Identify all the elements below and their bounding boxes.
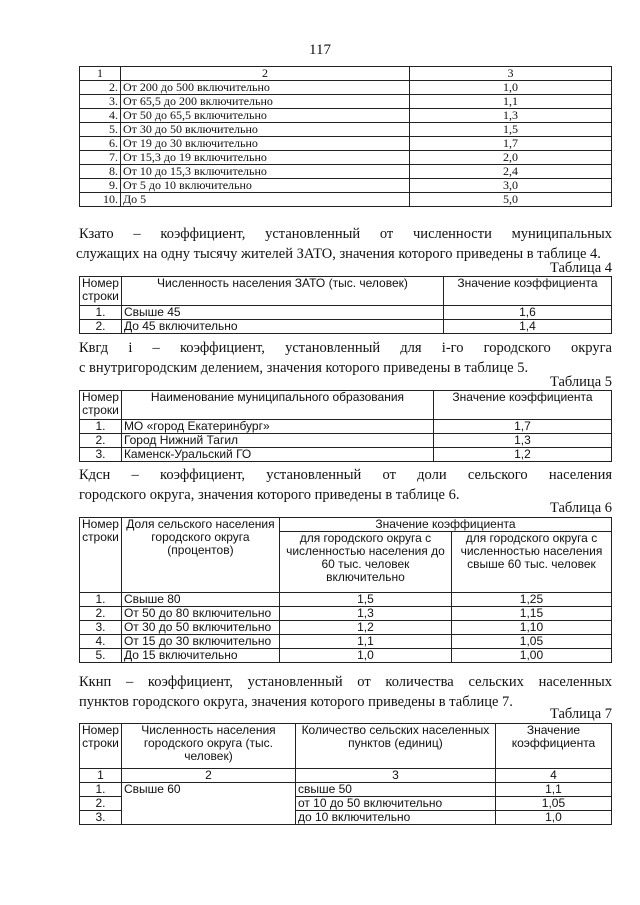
table-7 <box>79 723 612 825</box>
header-row-number: Номер строки <box>80 277 122 306</box>
table-row <box>80 621 612 635</box>
table-row <box>80 137 612 151</box>
table-header-row <box>80 277 612 306</box>
row-number: 3. <box>80 95 121 109</box>
table-row <box>80 434 612 448</box>
table-row <box>80 151 612 165</box>
table-cell: 3 <box>410 67 612 81</box>
row-number: 8. <box>80 165 121 179</box>
row-value: 1,05 <box>451 635 611 649</box>
header-coefficient: Значение коэффициента <box>279 518 611 532</box>
row-value: 1,2 <box>433 448 611 462</box>
row-number: 2. <box>80 797 122 811</box>
row-value: 1,1 <box>279 635 451 649</box>
row-number: 4. <box>80 109 121 123</box>
row-label: от 10 до 50 включительно <box>295 797 495 811</box>
row-label: Свыше 80 <box>121 593 279 607</box>
paragraph-line: Ккнп – коэффициент, установленный от количества сельских населенных <box>79 674 612 690</box>
row-number: 2. <box>80 81 121 95</box>
header-municipality: Наименование муниципального образования <box>121 391 433 420</box>
table-row <box>80 165 612 179</box>
header-coefficient: Значение коэффициента <box>433 391 611 420</box>
table-4 <box>79 276 612 334</box>
paragraph-kdsn <box>79 465 612 505</box>
table-cell: 2 <box>121 769 295 783</box>
table-4-caption: Таблица 4 <box>549 260 612 276</box>
header-row-number: Номер строки <box>80 724 122 769</box>
table-row <box>80 635 612 649</box>
row-value: 1,25 <box>451 593 611 607</box>
header-rural-share: Доля сельского населения городского округа (процентов) <box>121 518 279 593</box>
table-6-caption: Таблица 6 <box>549 500 612 516</box>
row-value: 1,15 <box>451 607 611 621</box>
row-number: 2. <box>80 320 122 334</box>
table-row <box>80 593 612 607</box>
row-number: 4. <box>80 635 122 649</box>
table-row <box>80 783 612 797</box>
table-row <box>80 81 612 95</box>
row-number: 6. <box>80 137 121 151</box>
row-value: 1,3 <box>433 434 611 448</box>
row-number: 5. <box>80 123 121 137</box>
row-label: Свыше 45 <box>121 306 443 320</box>
row-value: 1,0 <box>410 81 612 95</box>
row-value: 2,0 <box>410 151 612 165</box>
header-population: Численность населения городского округа (тыс. человек) <box>121 724 295 769</box>
table-5 <box>79 390 612 462</box>
paragraph-line: Квгд i – коэффициент, установленный для i-го городского округа <box>79 340 612 356</box>
table-6 <box>79 517 612 663</box>
table-cell: 1 <box>80 67 121 81</box>
row-label: Город Нижний Тагил <box>121 434 433 448</box>
row-value: 1,2 <box>279 621 451 635</box>
row-value: 1,7 <box>410 137 612 151</box>
row-value: 1,3 <box>279 607 451 621</box>
paragraph-line: Кзато – коэффициент, установленный от численности муниципальных <box>79 226 612 242</box>
table-header-row <box>80 724 612 769</box>
row-label: От 30 до 50 включительно <box>121 621 279 635</box>
table-row <box>80 179 612 193</box>
row-label: Каменск-Уральский ГО <box>121 448 433 462</box>
table-cell: 1 <box>80 769 122 783</box>
row-label: До 45 включительно <box>121 320 443 334</box>
row-value: 1,4 <box>443 320 611 334</box>
row-value: 3,0 <box>410 179 612 193</box>
row-value: 1,05 <box>495 797 611 811</box>
row-label: От 65,5 до 200 включительно <box>121 95 410 109</box>
row-label: От 50 до 65,5 включительно <box>121 109 410 123</box>
table-row <box>80 420 612 434</box>
paragraph-line: пунктов городского округа, значения которого приведены в таблице 7. <box>79 694 513 710</box>
table-row <box>80 95 612 109</box>
paragraph-line: Кдсн – коэффициент, установленный от доли сельского населения <box>79 467 612 483</box>
paragraph-line: городского округа, значения которого приведены в таблице 6. <box>79 487 460 503</box>
row-value: 1,0 <box>495 811 611 825</box>
row-label: От 200 до 500 включительно <box>121 81 410 95</box>
table-row <box>80 320 612 334</box>
row-value: 1,00 <box>451 649 611 663</box>
table-row <box>80 607 612 621</box>
row-label: От 15,3 до 19 включительно <box>121 151 410 165</box>
row-number: 1. <box>80 593 122 607</box>
paragraph-kzato <box>76 224 612 264</box>
row-label: свыше 50 <box>295 783 495 797</box>
table-row <box>80 649 612 663</box>
header-settlements: Количество сельских населенных пунктов (единиц) <box>295 724 495 769</box>
row-label: МО «город Екатеринбург» <box>121 420 433 434</box>
table-header-row <box>80 391 612 420</box>
table-row <box>80 109 612 123</box>
table-row-colnums <box>80 67 612 81</box>
row-number: 5. <box>80 649 122 663</box>
row-label: От 50 до 80 включительно <box>121 607 279 621</box>
page-number: 117 <box>309 42 331 58</box>
header-coefficient: Значение коэффициента <box>495 724 611 769</box>
row-value: 1,6 <box>443 306 611 320</box>
row-number: 2. <box>80 434 122 448</box>
row-number: 3. <box>80 621 122 635</box>
row-label: От 15 до 30 включительно <box>121 635 279 649</box>
paragraph-line: с внутригородским делением, значения которого приведены в таблице 5. <box>79 360 529 376</box>
row-number: 3. <box>80 811 122 825</box>
row-value: 1,10 <box>451 621 611 635</box>
row-value: 1,1 <box>495 783 611 797</box>
row-label: От 19 до 30 включительно <box>121 137 410 151</box>
table-cell: 4 <box>495 769 611 783</box>
row-number: 1. <box>80 783 122 797</box>
table-row <box>80 306 612 320</box>
row-number: 3. <box>80 448 122 462</box>
row-label: От 10 до 15,3 включительно <box>121 165 410 179</box>
paragraph-kknp <box>79 672 612 712</box>
group-label: Свыше 60 <box>121 783 295 825</box>
row-number: 2. <box>80 607 122 621</box>
table-7-caption: Таблица 7 <box>549 706 612 722</box>
table-5-caption: Таблица 5 <box>549 374 612 390</box>
row-label: до 10 включительно <box>295 811 495 825</box>
header-population: Численность населения ЗАТО (тыс. человек) <box>121 277 443 306</box>
row-number: 7. <box>80 151 121 165</box>
row-value: 1,0 <box>279 649 451 663</box>
header-row-number: Номер строки <box>80 391 122 420</box>
table-header-row <box>80 518 612 532</box>
row-number: 1. <box>80 420 122 434</box>
row-label: До 15 включительно <box>121 649 279 663</box>
table-row <box>80 123 612 137</box>
row-value: 1,1 <box>410 95 612 109</box>
paragraph-kvgd <box>79 338 612 378</box>
row-number: 1. <box>80 306 122 320</box>
row-value: 1,5 <box>410 123 612 137</box>
header-coefficient: Значение коэффициента <box>443 277 611 306</box>
table-3-continued <box>79 66 612 207</box>
table-cell: 2 <box>121 67 410 81</box>
row-number: 9. <box>80 179 121 193</box>
row-value: 1,7 <box>433 420 611 434</box>
row-label: До 5 <box>121 193 410 207</box>
table-row-colnums <box>80 769 612 783</box>
row-value: 1,3 <box>410 109 612 123</box>
table-cell: 3 <box>295 769 495 783</box>
row-label: От 5 до 10 включительно <box>121 179 410 193</box>
subheader-over-60k: для городского округа с численностью населения свыше 60 тыс. человек <box>451 532 611 593</box>
row-number: 10. <box>80 193 121 207</box>
header-row-number: Номер строки <box>80 518 122 593</box>
subheader-up-to-60k: для городского округа с численностью населения до 60 тыс. человек включительно <box>279 532 451 593</box>
table-row <box>80 193 612 207</box>
paragraph-line: служащих на одну тысячу жителей ЗАТО, значения которого приведены в таблице 4. <box>76 246 601 262</box>
row-value: 5,0 <box>410 193 612 207</box>
table-row <box>80 448 612 462</box>
row-value: 2,4 <box>410 165 612 179</box>
row-label: От 30 до 50 включительно <box>121 123 410 137</box>
row-value: 1,5 <box>279 593 451 607</box>
